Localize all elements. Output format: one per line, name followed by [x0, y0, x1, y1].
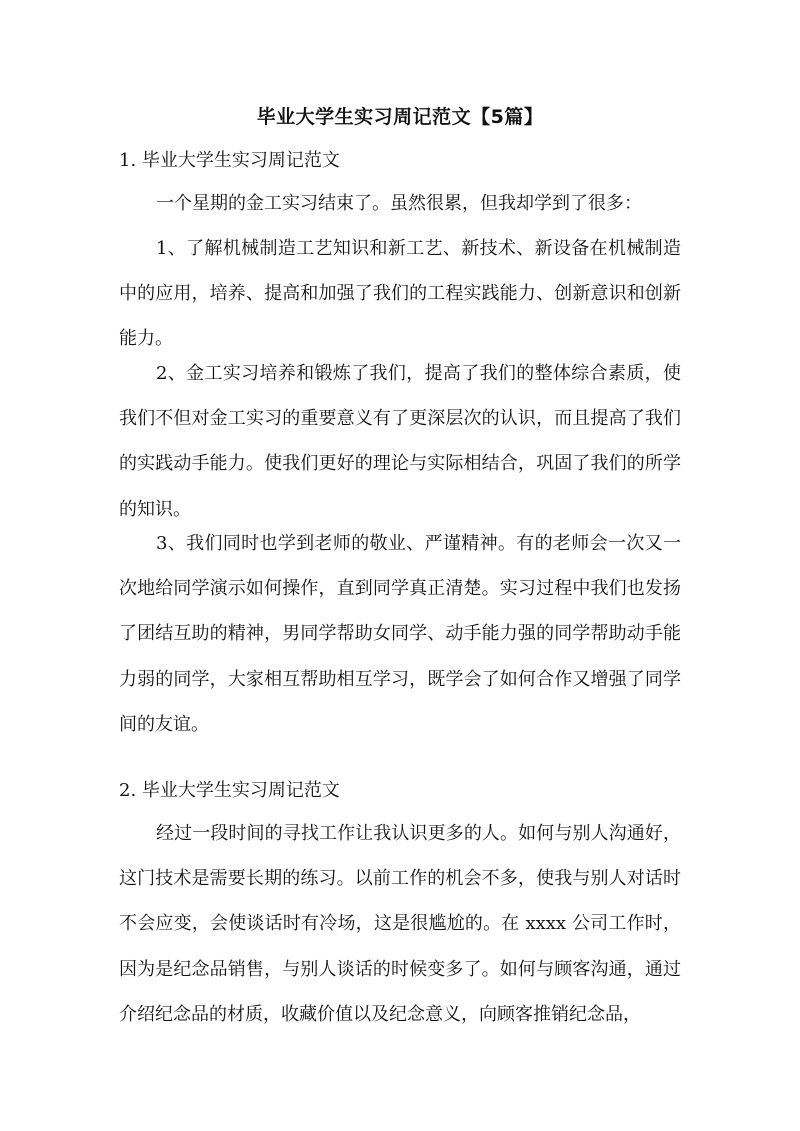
section-1-paragraph-4: 3、我们同时也学到老师的敬业、严谨精神。有的老师会一次又一次地给同学演示如何操作，直到同学真正清楚。实习过程中我们也发扬了团结互助的精神，男同学帮助女同学、动手能力强的同学帮助动手能力弱的同学，大家相互帮助相互学习，既学会了如何合作又增强了同学间的友谊。 — [119, 533, 681, 735]
section-heading-2: 2. 毕业大学生实习周记范文 — [119, 780, 340, 801]
document-title: 毕业大学生实习周记范文【5篇】 — [256, 106, 544, 128]
section-2-paragraph-1: 经过一段时间的寻找工作让我认识更多的人。如何与别人沟通好，这门技术是需要长期的练习。以前工作的机会不多，使我与别人对话时不会应变，会使谈话时有冷场，这是很尴尬的。在 xxxx 公司工作时，因为是纪念品销售，与别人谈话的时候变多了。如何与顾客沟通，通过介绍纪念品的材质，收藏价值以及纪念意义，向顾客推销纪念品， — [119, 823, 681, 1025]
section-1-paragraph-3: 2、金工实习培养和锻炼了我们，提高了我们的整体综合素质，使我们不但对金工实习的重要意义有了更深层次的认识，而且提高了我们的实践动手能力。使我们更好的理论与实际相结合，巩固了我们的所学的知识。 — [119, 363, 681, 520]
section-1-paragraph-1: 一个星期的金工实习结束了。虽然很累，但我却学到了很多： — [156, 193, 642, 214]
section-1-paragraph-2: 1、了解机械制造工艺知识和新工艺、新技术、新设备在机械制造中的应用，培养、提高和加强了我们的工程实践能力、创新意识和创新能力。 — [119, 238, 681, 350]
section-heading-1: 1. 毕业大学生实习周记范文 — [119, 150, 340, 171]
